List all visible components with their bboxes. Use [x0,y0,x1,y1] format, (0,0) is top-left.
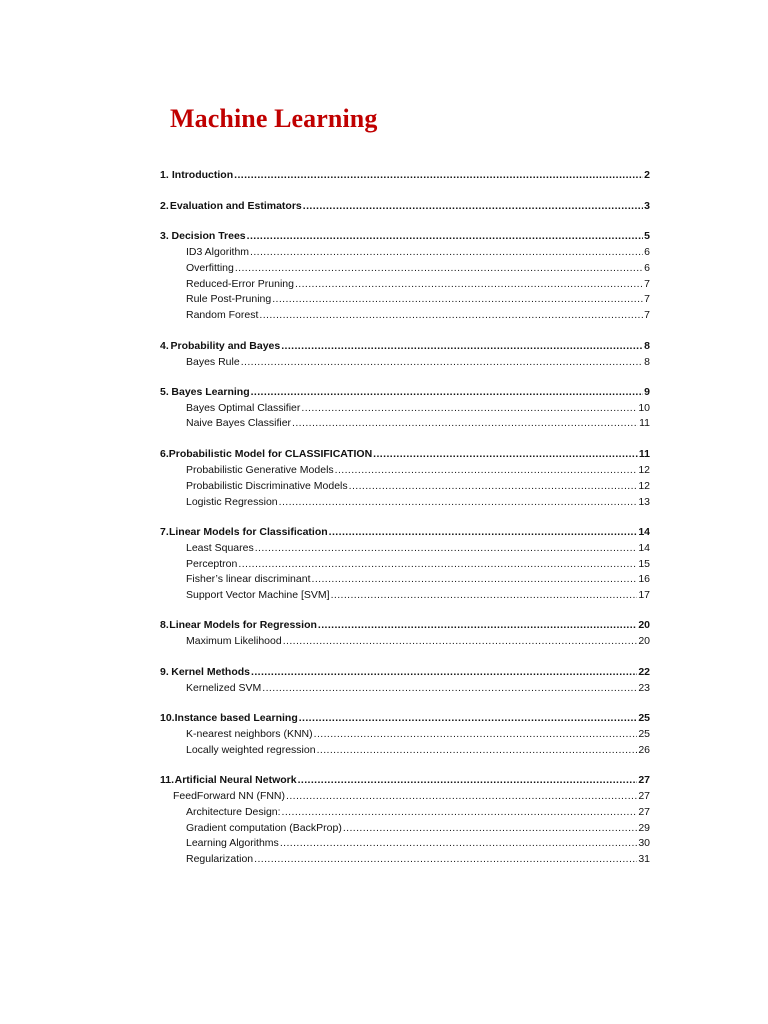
toc-subentry[interactable]: Reduced-Error Pruning ..... 7 [186,277,650,291]
toc-subentry[interactable]: Support Vector Machine [SVM] ..... 17 [186,588,650,602]
toc-subentry[interactable]: Least Squares ..... 14 [186,541,650,555]
toc-heading-2[interactable]: 2. Evaluation and Estimators ..... 3 [160,199,650,213]
toc-heading-5[interactable]: 5. Bayes Learning ..... 9 [160,385,650,399]
toc-subentry[interactable]: Kernelized SVM ..... 23 [186,681,650,695]
toc-heading-10[interactable]: 10. Instance based Learning ..... 25 [160,711,650,725]
document-title: Machine Learning [170,104,378,133]
toc-subentry[interactable]: Maximum Likelihood ..... 20 [186,634,650,648]
toc-heading-8[interactable]: 8. Linear Models for Regression ..... 20 [160,618,650,632]
toc-subentry[interactable]: Gradient computation (BackProp) ..... 29 [186,821,650,835]
toc-subentry[interactable]: Locally weighted regression ..... 26 [186,743,650,757]
toc-heading-3[interactable]: 3. Decision Trees ..... 5 [160,229,650,243]
toc-subentry[interactable]: FeedForward NN (FNN) ..... 27 [173,789,650,803]
toc-subentry[interactable]: Random Forest ..... 7 [186,308,650,322]
toc-subentry[interactable]: Perceptron ..... 15 [186,557,650,571]
toc-subentry[interactable]: K-nearest neighbors (KNN) ..... 25 [186,727,650,741]
toc-heading-11[interactable]: 11. Artificial Neural Network ..... 27 [160,773,650,787]
toc-heading-6[interactable]: 6. Probabilistic Model for CLASSIFICATION ..... 11 [160,447,650,461]
toc-heading-4[interactable]: 4. Probability and Bayes ..... 8 [160,339,650,353]
toc-subentry[interactable]: Naive Bayes Classifier ..... 11 [186,416,650,430]
toc-subentry[interactable]: Architecture Design: ..... 27 [186,805,650,819]
toc-heading-7[interactable]: 7. Linear Models for Classification ..... 14 [160,525,650,539]
toc-subentry[interactable]: Logistic Regression ..... 13 [186,495,650,509]
toc-subentry[interactable]: Learning Algorithms ..... 30 [186,836,650,850]
toc-subentry[interactable]: Probabilistic Discriminative Models ..... 12 [186,479,650,493]
toc-subentry[interactable]: Probabilistic Generative Models ..... 12 [186,463,650,477]
toc-heading-1[interactable]: 1. Introduction ..... 2 [160,168,650,182]
toc-heading-9[interactable]: 9. Kernel Methods ..... 22 [160,665,650,679]
toc-subentry[interactable]: Regularization ..... 31 [186,852,650,866]
toc-subentry[interactable]: Bayes Optimal Classifier ..... 10 [186,401,650,415]
toc-subentry[interactable]: Rule Post-Pruning ..... 7 [186,292,650,306]
toc-subentry[interactable]: Bayes Rule ..... 8 [186,355,650,369]
toc-subentry[interactable]: Fisher’s linear discriminant ..... 16 [186,572,650,586]
toc-subentry[interactable]: ID3 Algorithm ..... 6 [186,245,650,259]
toc-subentry[interactable]: Overfitting ..... 6 [186,261,650,275]
